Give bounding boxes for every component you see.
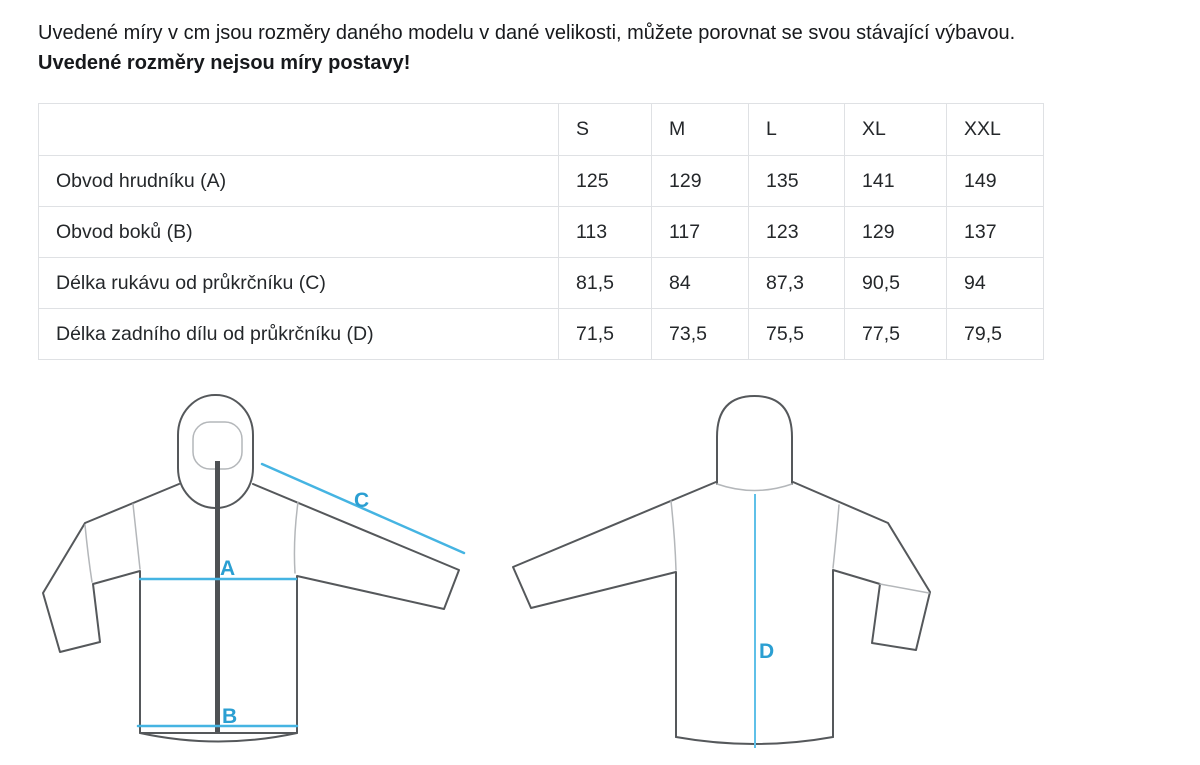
back-left-sleeve-body [513,482,716,737]
row-label: Délka zadního dílu od průkrčníku (D) [39,309,559,360]
size-cell: 94 [947,258,1044,309]
size-cell: 117 [652,207,749,258]
measure-label-a: A [220,557,236,580]
front-seams [85,502,298,582]
size-cell: 129 [845,207,947,258]
size-cell: 75,5 [749,309,845,360]
size-cell: 129 [652,156,749,207]
size-cell: 113 [559,207,652,258]
front-hem [140,733,297,742]
size-cell: 73,5 [652,309,749,360]
row-label: Obvod hrudníku (A) [39,156,559,207]
size-col-header-s: S [559,104,652,156]
size-cell: 137 [947,207,1044,258]
size-cell: 141 [845,156,947,207]
size-cell: 81,5 [559,258,652,309]
size-cell: 87,3 [749,258,845,309]
size-cell: 79,5 [947,309,1044,360]
size-cell: 135 [749,156,845,207]
size-col-header-m: M [652,104,749,156]
measure-label-b: B [222,705,238,728]
size-cell: 123 [749,207,845,258]
row-label: Obvod boků (B) [39,207,559,258]
size-col-header-xl: XL [845,104,947,156]
back-hood-outline [717,396,792,484]
size-note-line2: Uvedené rozměry nejsou míry postavy! [38,52,411,74]
size-cell: 84 [652,258,749,309]
size-cell: 77,5 [845,309,947,360]
size-note-line1: Uvedené míry v cm jsou rozměry daného modelu v dané velikosti, můžete porovnat se svou stávající výbavou. [38,22,1016,44]
jacket-front-diagram [43,395,464,742]
jacket-back-diagram [513,396,930,748]
back-seams [671,501,929,593]
front-right-sleeve-body [253,484,459,733]
size-cell: 71,5 [559,309,652,360]
back-hood-bottom-seam [717,484,792,491]
size-col-header-l: L [749,104,845,156]
size-col-header-xxl: XXL [947,104,1044,156]
row-label: Délka rukávu od průkrčníku (C) [39,258,559,309]
measure-label-d: D [759,640,775,663]
front-left-sleeve-body [43,484,179,733]
size-cell: 125 [559,156,652,207]
size-cell: 149 [947,156,1044,207]
size-cell: 90,5 [845,258,947,309]
measure-label-c: C [354,489,370,512]
back-right-sleeve-body [793,482,930,737]
